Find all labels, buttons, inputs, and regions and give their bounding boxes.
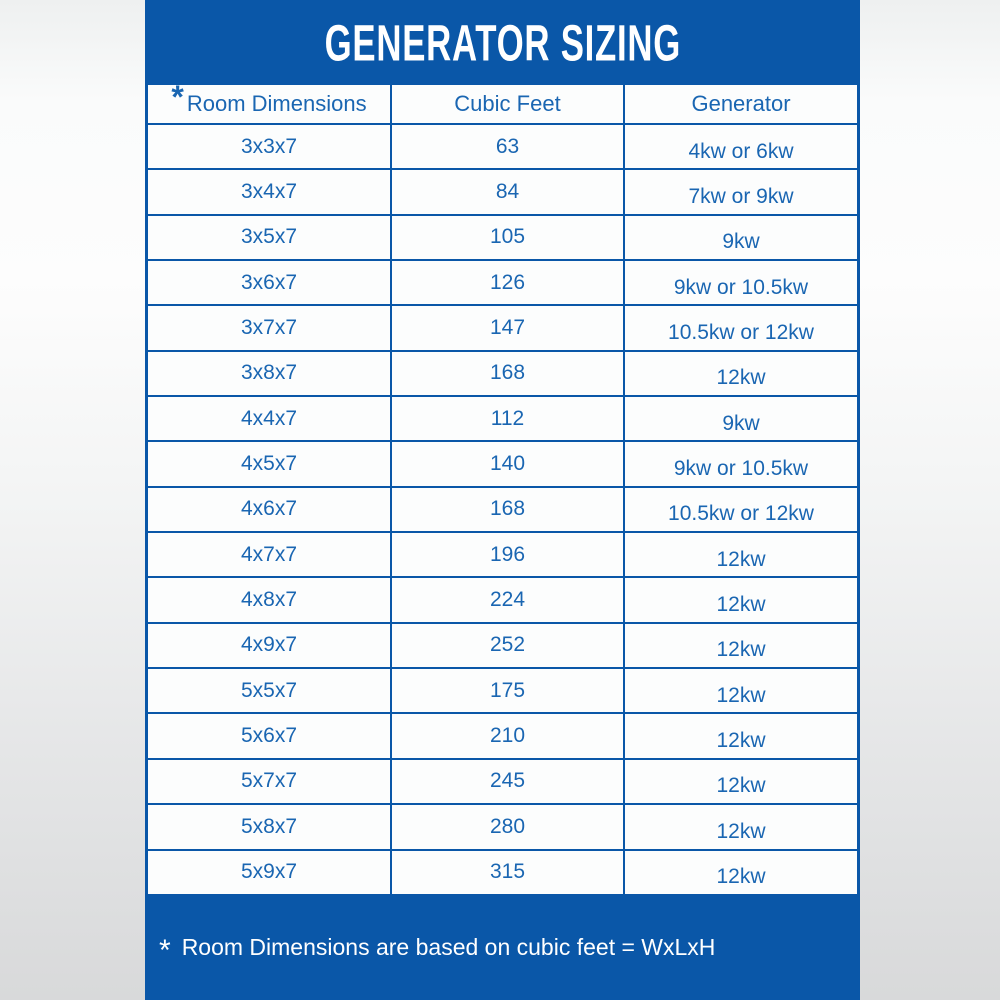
- room-dimensions-cell: 4x4x7: [148, 397, 390, 440]
- room-dimensions-cell: 5x6x7: [148, 714, 390, 757]
- room-dimensions-cell: 4x8x7: [148, 578, 390, 621]
- room-dimensions-cell: 5x9x7: [148, 851, 390, 894]
- generator-cell: 12kw: [625, 851, 857, 894]
- column-header-label: Room Dimensions: [186, 91, 367, 116]
- room-dimensions-cell: 3x3x7: [148, 125, 390, 168]
- room-dimensions-cell: 4x7x7: [148, 533, 390, 576]
- generator-cell: 12kw: [625, 533, 857, 576]
- cubic-feet-cell: 168: [392, 488, 623, 531]
- room-dimensions-cell: 5x5x7: [148, 669, 390, 712]
- cubic-feet-cell: 105: [392, 216, 623, 259]
- sizing-table: [145, 78, 860, 894]
- footnote-text: Room Dimensions are based on cubic feet = WxLxH: [181, 934, 716, 960]
- column-header-label: Generator: [691, 91, 791, 116]
- room-dimensions-cell: 3x7x7: [148, 306, 390, 349]
- generator-sizing-panel: [145, 0, 860, 1000]
- cubic-feet-cell: 252: [392, 624, 623, 667]
- room-dimensions-cell: 5x8x7: [148, 805, 390, 848]
- cubic-feet-cell: 63: [392, 125, 623, 168]
- cubic-feet-cell: 112: [392, 397, 623, 440]
- generator-cell: 10.5kw or 12kw: [625, 306, 857, 349]
- room-dimensions-cell: 5x7x7: [148, 760, 390, 803]
- cubic-feet-cell: 126: [392, 261, 623, 304]
- generator-cell: 12kw: [625, 760, 857, 803]
- room-dimensions-cell: 3x6x7: [148, 261, 390, 304]
- room-dimensions-cell: 4x6x7: [148, 488, 390, 531]
- cubic-feet-cell: 175: [392, 669, 623, 712]
- room-dimensions-cell: 4x9x7: [148, 624, 390, 667]
- cubic-feet-cell: 280: [392, 805, 623, 848]
- cubic-feet-cell: 224: [392, 578, 623, 621]
- generator-cell: 12kw: [625, 578, 857, 621]
- cubic-feet-cell: 140: [392, 442, 623, 485]
- cubic-feet-cell: 196: [392, 533, 623, 576]
- generator-cell: 4kw or 6kw: [625, 125, 857, 168]
- cubic-feet-cell: 84: [392, 170, 623, 213]
- column-header-generator: [625, 85, 857, 123]
- cubic-feet-cell: 210: [392, 714, 623, 757]
- cubic-feet-cell: 147: [392, 306, 623, 349]
- cubic-feet-cell: 168: [392, 352, 623, 395]
- footnote-band: * Room Dimensions are based on cubic feet = WxLxH: [145, 895, 860, 1000]
- generator-cell: 12kw: [625, 805, 857, 848]
- generator-cell: 12kw: [625, 352, 857, 395]
- cubic-feet-cell: 315: [392, 851, 623, 894]
- generator-cell: 12kw: [625, 714, 857, 757]
- cubic-feet-cell: 245: [392, 760, 623, 803]
- generator-cell: 10.5kw or 12kw: [625, 488, 857, 531]
- title-band: [145, 0, 860, 85]
- generator-cell: 9kw or 10.5kw: [625, 261, 857, 304]
- asterisk-icon: *: [171, 78, 184, 115]
- page-title: GENERATOR SIZING: [324, 13, 681, 72]
- column-header-cubic-feet: [392, 85, 623, 123]
- generator-cell: 7kw or 9kw: [625, 170, 857, 213]
- generator-cell: 9kw: [625, 216, 857, 259]
- column-header-room-dimensions: [148, 78, 390, 123]
- generator-cell: 9kw or 10.5kw: [625, 442, 857, 485]
- room-dimensions-cell: 3x5x7: [148, 216, 390, 259]
- generator-cell: 12kw: [625, 624, 857, 667]
- generator-cell: 12kw: [625, 669, 857, 712]
- generator-cell: 9kw: [625, 397, 857, 440]
- column-header-label: Cubic Feet: [454, 91, 561, 116]
- room-dimensions-cell: 3x4x7: [148, 170, 390, 213]
- room-dimensions-cell: 3x8x7: [148, 352, 390, 395]
- room-dimensions-cell: 4x5x7: [148, 442, 390, 485]
